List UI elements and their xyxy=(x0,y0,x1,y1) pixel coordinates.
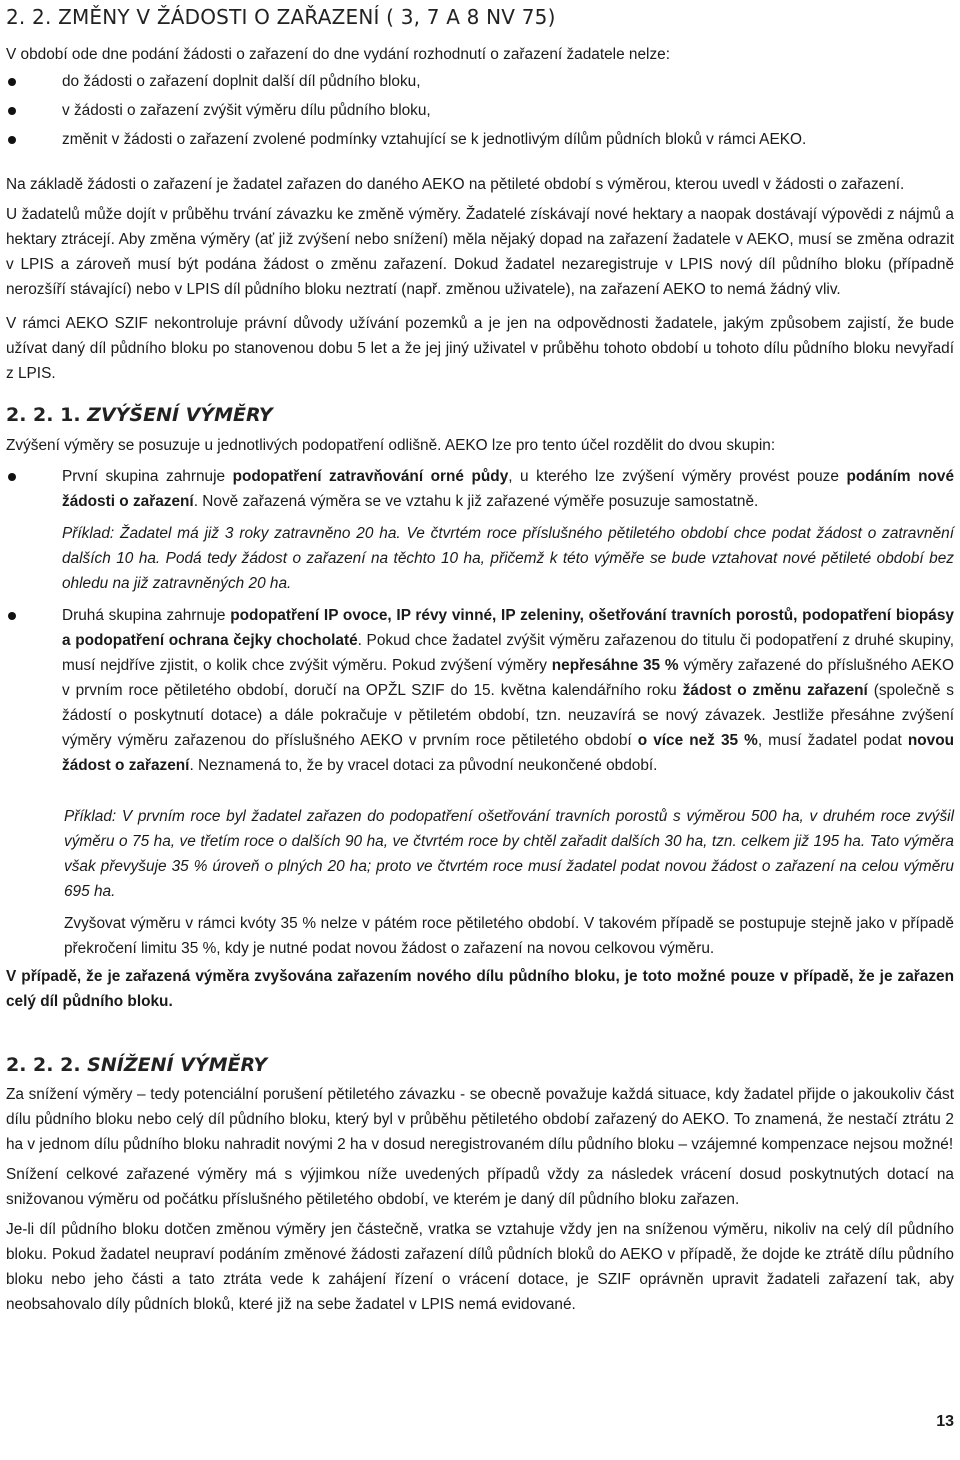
quota-paragraph: Zvyšovat výměru v rámci kvóty 35 % nelze v pátém roce pětiletého období. V takovém případě se postupuje stejně jako v případě překročení limitu 35 %, kdy je nutné podat novou žádost o zařazení na novou celkovou výměru. xyxy=(64,915,954,957)
subsection-heading-222 xyxy=(6,1052,954,1078)
paragraph-zmena-vymery: U žadatelů může dojít v průběhu trvání závazku ke změně výměry. Žadatelé získávají nové hektary a naopak dostávají výpovědi z nájmů a hektary ztrácejí. Aby změna výměry (ať již zvýšení nebo snížení) měla nějaký dopad na zařazení žadatele v AEKO, musí se změna odrazit v LPIS a zároveň musí být podána žádost o změnu zařazení. Dokud žadatel nezaregistruje v LPIS nový díl půdního bloku (případně nerozšíří stávající) nebo v LPIS díl půdního bloku neztratí (např. změnou uživatele), na zařazení AEKO to nemá žádný vliv. xyxy=(6,206,954,298)
subsection-title: ZVÝŠENÍ VÝMĚRY xyxy=(87,404,273,426)
intro-paragraph: V období ode dne podání žádosti o zařazení do dne vydání rozhodnutí o zařazení žadatele nelze: xyxy=(6,46,670,63)
page-number: 13 xyxy=(936,1413,954,1430)
subsection-intro: Zvýšení výměry se posuzuje u jednotlivých podopatření odlišně. AEKO lze pro tento účel rozdělit do dvou skupin: xyxy=(6,437,776,454)
group-bullet-list xyxy=(6,464,954,514)
subsection-title: SNÍŽENÍ VÝMĚRY xyxy=(87,1054,268,1076)
paragraph-snizeni-2: Snížení celkové zařazené výměry má s výjimkou níže uvedených případů vždy za následek vrácení dosud poskytnutých dotací na snižovanou výměru od počátku příslušného pětiletého období, ve kterém je daný díl půdního bloku zařazen. xyxy=(6,1166,954,1208)
subsection-heading-221 xyxy=(6,402,954,428)
paragraph-zaklad: Na základě žádosti o zařazení je žadatel zařazen do daného AEKO na pětileté období s výměrou, kterou uvedl v žádosti o zařazení. xyxy=(6,176,905,193)
list-item: změnit v žádosti o zařazení zvolené podmínky vztahující se k jednotlivým dílům půdních bloků v rámci AEKO. xyxy=(6,127,954,152)
subsection-number: 2. 2. 2. xyxy=(6,1054,81,1076)
list-item-second-group: Druhá skupina zahrnuje podopatření IP ovoce, IP révy vinné, IP zeleniny, ošetřování travních porostů, podopatření biopásy a podopatření ochrana čejky chocholaté. Pokud chce žadatel zvýšit výměru zařazenou do titulu či podopatření z druhé skupiny, musí nejdříve zjistit, o kolik chce zvýšit výměru. Pokud zvýšení výměry nepřesáhne 35 % výměry zařazené do příslušného AEKO v prvním roce pětiletého období, doručí na OPŽL SZIF do 15. května kalendářního roku žádost o změnu zařazení (společně s žádostí o poskytnutí dotace) a dále pokračuje v pětiletém období, tzn. neuzavírá se nový závazek. Jestliže přesáhne zvýšení výměry výměru zařazenou do příslušného AEKO v prvním roce pětiletého období o více než 35 %, musí žadatel podat novou žádost o zařazení. Neznamená to, že by vracel dotaci za původní neukončené období. xyxy=(6,603,954,778)
subsection-number: 2. 2. 1. xyxy=(6,404,81,426)
list-item-first-group: První skupina zahrnuje podopatření zatravňování orné půdy, u kterého lze zvýšení výměry provést pouze podáním nové žádosti o zařazení. Nově zařazená výměra se ve vztahu k již zařazené výměře posuzuje samostatně. xyxy=(6,464,954,514)
paragraph-snizeni-3: Je-li díl půdního bloku dotčen změnou výměry jen částečně, vratka se vztahuje vždy jen na sníženou výměru, nikoliv na celý díl půdního bloku. Pokud žadatel neupraví podáním změnové žádosti zařazení dílů půdních bloků do AEKO v případě, že dojde ke ztrátě dílu půdního bloku nebo jeho části a tato ztráta vede k zahájení řízení o vrácení dotace, je SZIF oprávněn upravit žadateli zařazení tak, aby neobsahovalo díly půdních bloků, které již na sebe žadatel v LPIS nemá evidované. xyxy=(6,1221,954,1313)
example-paragraph-1: Příklad: Žadatel má již 3 roky zatravněno 20 ha. Ve čtvrtém roce příslušného pětiletého období chce podat žádost o zatravnění dalších 10 ha. Podá tedy žádost o zařazení na těchto 10 ha, přičemž k této výměře se bude vztahovat nové pětileté období bez ohledu na již zatravněných 20 ha. xyxy=(62,525,954,592)
paragraph-snizeni-1: Za snížení výměry – tedy potenciální porušení pětiletého závazku - se obecně považuje každá situace, kdy žadatel přijde o jakoukoliv část dílu půdního bloku nebo celý díl půdního bloku, který byl v průběhu pětiletého období zařazený do AEKO. To znamená, že nestačí ztrátu 2 ha v jednom dílu půdního bloku nahradit novými 2 ha v dosud neregistrovaném dílu půdního bloku – vzájemné kompenzace nejsou možné! xyxy=(6,1086,954,1153)
list-item: do žádosti o zařazení doplnit další díl půdního bloku, xyxy=(6,69,954,94)
list-item: v žádosti o zařazení zvýšit výměru dílu půdního bloku, xyxy=(6,98,954,123)
example-paragraph-2: Příklad: V prvním roce byl žadatel zařazen do podopatření ošetřování travních porostů s výměrou 500 ha, v druhém roce zvýšil výměru o 75 ha, ve třetím roce o dalších 90 ha, ve čtvrtém roce by chtěl zařadit dalších 30 ha, tzn. celkem již 195 ha. Tato výměra však převyšuje 35 % úroveň o plných 20 ha; proto ve čtvrtém roce musí žadatel podat novou žádost o zařazení na celou výměru 695 ha. xyxy=(64,808,954,900)
bold-note: V případě, že je zařazená výměra zvyšována zařazením nového dílu půdního bloku, je toto možné pouze v případě, že je zařazen celý díl půdního bloku. xyxy=(6,968,954,1010)
group-bullet-list-2 xyxy=(6,603,954,778)
intro-bullet-list xyxy=(6,69,954,152)
paragraph-szif: V rámci AEKO SZIF nekontroluje právní důvody užívání pozemků a je jen na odpovědnosti žadatele, jakým způsobem zajistí, že bude užívat daný díl půdního bloku po stanovenou dobu 5 let a že jej jiný uživatel v průběhu tohoto období u tohoto dílu půdního bloku nevyřadí z LPIS. xyxy=(6,315,954,382)
section-heading: 2. 2. ZMĚNY V ŽÁDOSTI O ZAŘAZENÍ ( 3, 7 A 8 NV 75) xyxy=(6,5,556,29)
